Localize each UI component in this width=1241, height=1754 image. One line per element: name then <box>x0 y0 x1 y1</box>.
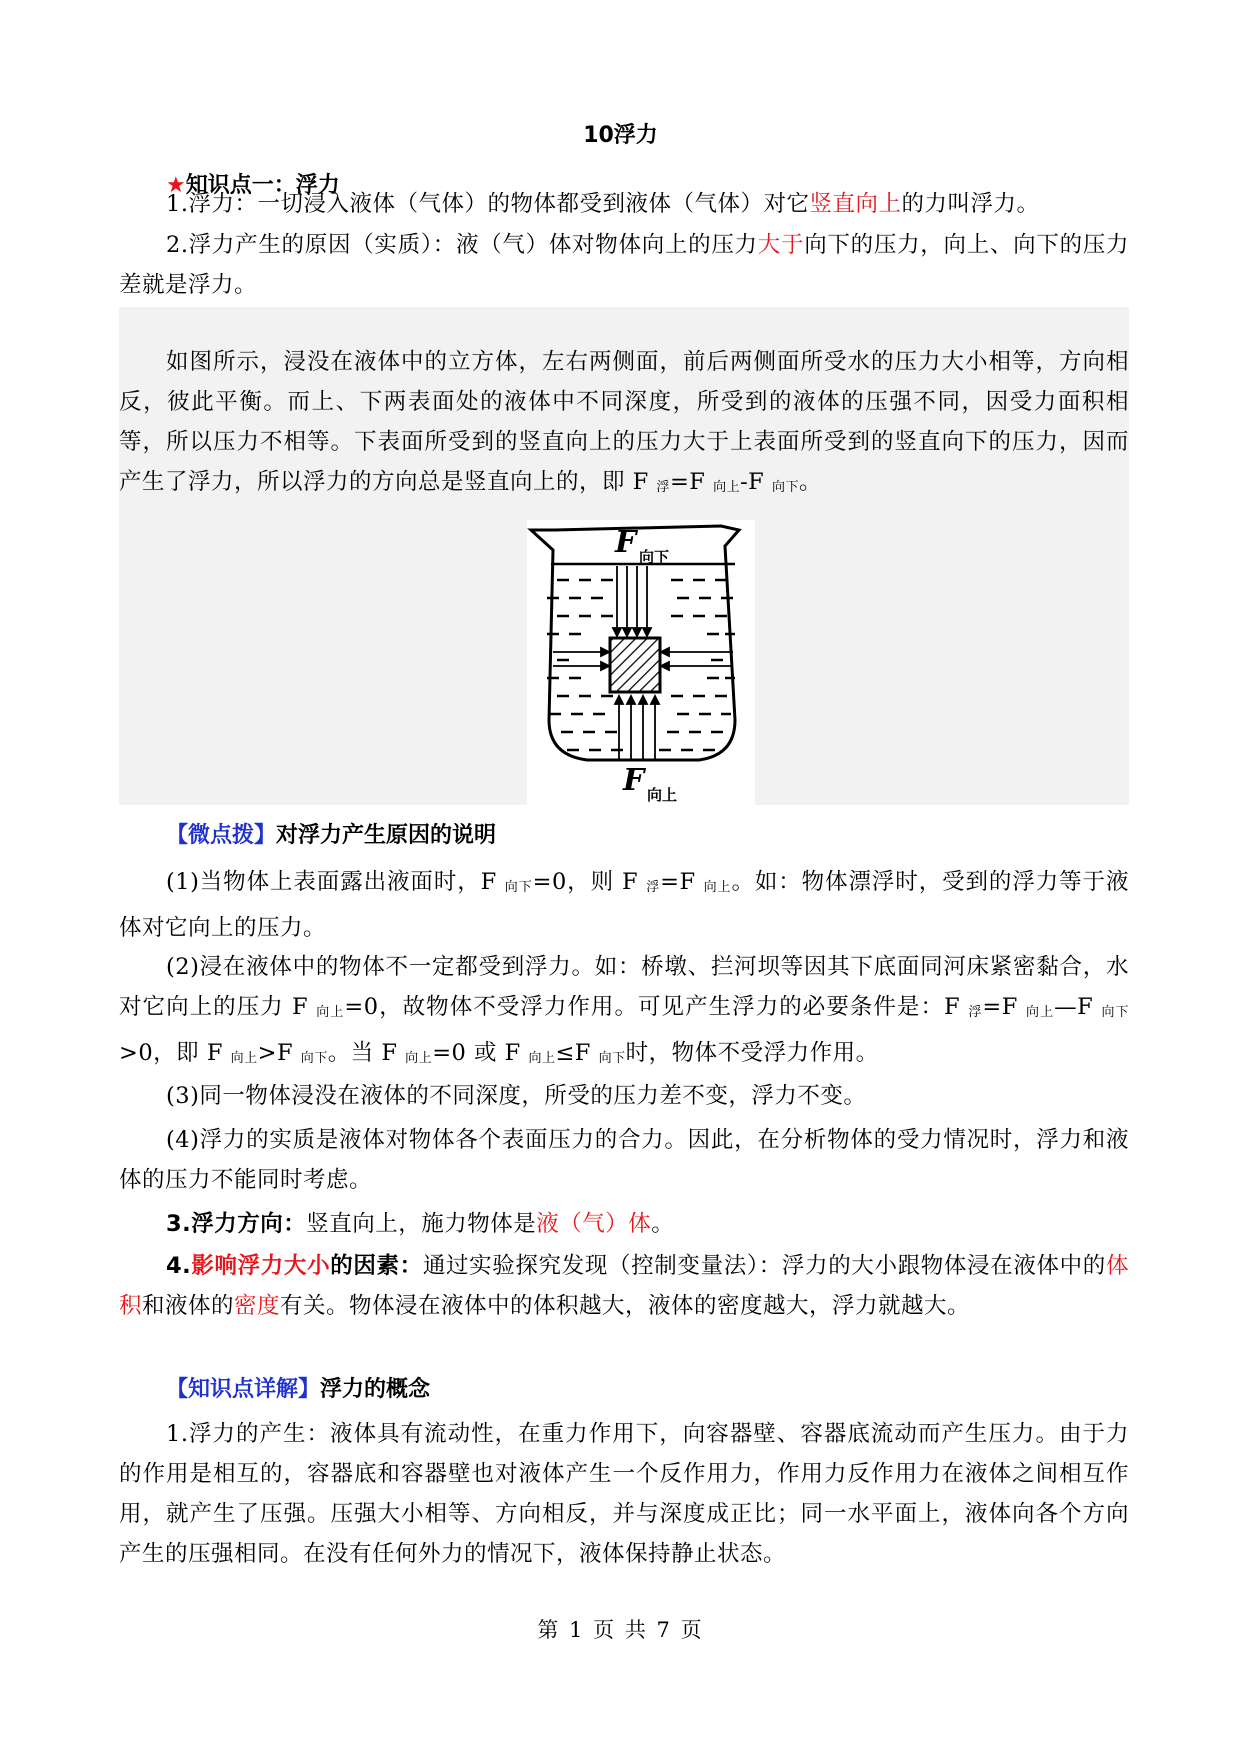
buoyancy-beaker-diagram <box>527 520 755 805</box>
tip-heading: 【微点拨】对浮力产生原因的说明 <box>166 823 497 848</box>
paragraph-figure-explanation: 如图所示，浸没在液体中的立方体，左右两侧面，前后两侧面所受水的压力大小相等，方向相反，彼此平衡。而上、下两表面处的液体中不同深度，所受到的液体的压强不同，因受力面积相等，所以压力不相等。下表面所受到的竖直向上的压力大于上表面所受到的竖直向下的压力，因而产生了浮力，所以浮力的方向总是竖直向上的，即 F $_浮$=F $_{向上}$-F $_{向下}$。 <box>119 349 1129 495</box>
page-number: 1 <box>569 1618 585 1642</box>
page-total: 7 <box>656 1618 672 1642</box>
force-sub-up: 向上 <box>647 786 678 804</box>
paragraph-factors: 4.影响浮力大小的因素：通过实验探究发现（控制变量法）：浮力的大小跟物体浸在液体中的体积和液体的密度有关。物体浸在液体中的体积越大，液体的密度越大，浮力就越大。 <box>119 1253 1129 1319</box>
page-title: 10浮力 <box>583 123 658 148</box>
highlight-text: 大于 <box>757 232 805 258</box>
highlight-text: 竖直向上 <box>809 191 902 217</box>
page-footer: 第 1 页 共 7 页 <box>537 1618 704 1642</box>
section-heading-text: 知识点一：浮力 <box>185 173 340 198</box>
tip-item-2: (2)浸在液体中的物体不一定都受到浮力。如：桥墩、拦河坝等因其下底面同河床紧密黏合，水对它向上的压力 F $_{向上}$=0，故物体不受浮力作用。可见产生浮力的必要条件是：F $_浮$=F $_{向上}$—F $_{向下}$>0，即 F $_{向上}$>F $_{向下}$。当 F $_{向上}$=0 或 F $_{向上}$≤F $_{向下}$时，物体不受浮力作用。 <box>119 954 1129 1066</box>
force-label-down: F <box>615 525 637 560</box>
detail-heading: 【知识点详解】浮力的概念 <box>166 1377 431 1402</box>
tip-item-3: (3)同一物体浸没在液体的不同深度，所受的压力差不变，浮力不变。 <box>166 1083 867 1109</box>
force-sub-down: 向下 <box>639 548 670 566</box>
tip-item-1: (1)当物体上表面露出液面时，F $_{向下}$=0，则 F $_浮$=F $_{向上}$。如：物体漂浮时，受到的浮力等于液体对它向上的压力。 <box>119 869 1129 941</box>
paragraph-direction: 3.浮力方向：竖直向上，施力物体是液（气）体。 <box>166 1211 675 1237</box>
tip-item-4: (4)浮力的实质是液体对物体各个表面压力的合力。因此，在分析物体的受力情况时，浮力和液体的压力不能同时考虑。 <box>119 1127 1129 1193</box>
star-icon: ★ <box>166 173 186 198</box>
paragraph-cause: 2.浮力产生的原因（实质）：液（气）体对物体向上的压力大于向下的压力，向上、向下的压力差就是浮力。 <box>119 232 1129 298</box>
force-label-up: F <box>623 763 645 798</box>
paragraph-definition: 1.浮力：一切浸入液体（气体）的物体都受到液体（气体）对它竖直向上的力叫浮力。 <box>166 191 1040 217</box>
paragraph-detail: 1.浮力的产生：液体具有流动性，在重力作用下，向容器壁、容器底流动而产生压力。由于力的作用是相互的，容器底和容器壁也对液体产生一个反作用力，作用力反作用力在液体之间相互作用，就产生了压强。压强大小相等、方向相反，并与深度成正比；同一水平面上，液体向各个方向产生的压强相同。在没有任何外力的情况下，液体保持静止状态。 <box>119 1421 1129 1567</box>
highlight-text: 液（气）体 <box>536 1211 652 1237</box>
